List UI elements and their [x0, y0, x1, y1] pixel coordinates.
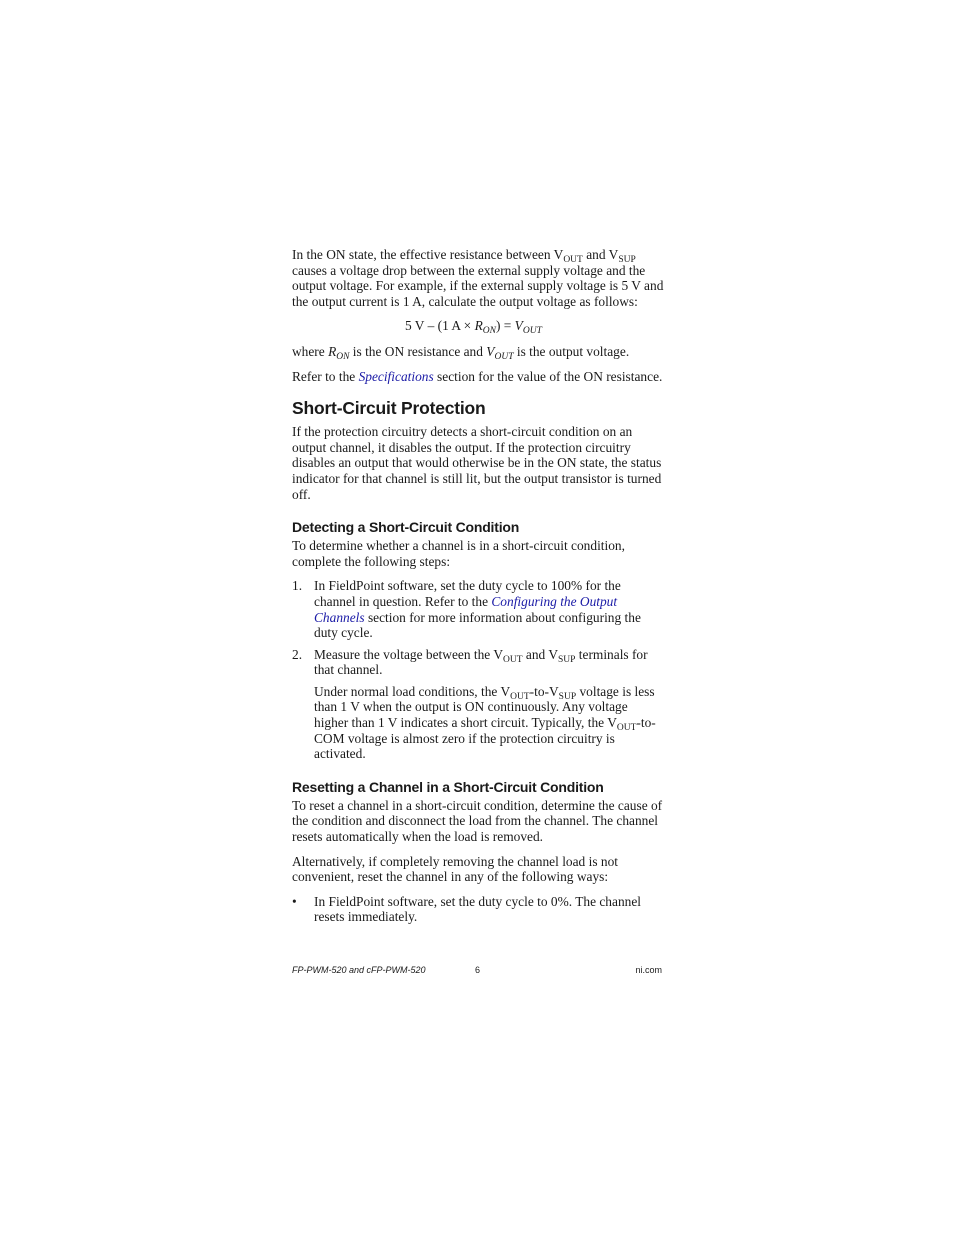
text: In FieldPoint software, set the duty cycle to 100% for the channel in question. Refer to the [314, 578, 621, 609]
sub-on: ON [336, 351, 350, 362]
subscript: OUT [510, 691, 530, 702]
subscript: OUT [616, 723, 637, 734]
resetting-paragraph-2: Alternatively, if completely removing the channel load is not convenient, reset the channel in any of the following ways: [292, 853, 618, 885]
equation-sub-out: OUT [522, 326, 542, 337]
subscript: SUP [618, 255, 636, 265]
resetting-paragraph-1: To reset a channel in a short-circuit condition, determine the cause of the condition and disconnect the load from the channel. The channel resets automatically when the load is removed. [292, 797, 663, 845]
text: and V [522, 646, 559, 662]
var-v: V [486, 343, 495, 359]
subscript: OUT [563, 255, 583, 265]
subscript: SUP [558, 654, 576, 665]
short-circuit-paragraph: If the protection circuitry detects a short-circuit condition on an output channel, it disables the output. If the protection circuitry disables an output that would otherwise be in the ON state, the status indicator for that channel is still lit, but the output transistor is turned off. [292, 424, 662, 502]
text: section for the value of the ON resistance. [433, 368, 663, 384]
footer-page-number: 6 [475, 965, 481, 975]
bullet-item-text: In FieldPoint software, set the duty cycle to 0%. The channel resets immediately. [314, 893, 641, 925]
equation-text: 5 V – (1 A × [405, 318, 475, 334]
equation-text: ) = [495, 318, 515, 334]
text: -to-V [529, 683, 559, 699]
section-heading-short-circuit: Short-Circuit Protection [292, 398, 486, 419]
text: is the output voltage. [513, 343, 630, 359]
subscript: OUT [503, 654, 523, 665]
where-paragraph [292, 344, 664, 360]
text: is the ON resistance and [349, 343, 487, 359]
text: and V [582, 247, 619, 262]
var-r: R [328, 343, 337, 359]
subsection-heading-resetting: Resetting a Channel in a Short-Circuit Condition [292, 778, 604, 795]
equation-var-r: R [474, 318, 483, 334]
list-number: 2. [292, 646, 303, 662]
text: where [292, 343, 329, 359]
text: Refer to the [292, 368, 359, 384]
list-number: 1. [292, 578, 303, 594]
text: section for more information about configuring the duty cycle. [314, 609, 641, 641]
text: Under normal load conditions, the V [314, 683, 511, 699]
list-item-step-2 [292, 647, 664, 678]
bullet-marker: • [292, 893, 297, 909]
equation [292, 318, 664, 337]
subsection-heading-detecting: Detecting a Short-Circuit Condition [292, 519, 520, 536]
equation-var-v: V [514, 318, 523, 334]
step-2-note [314, 684, 664, 762]
subscript: SUP [558, 691, 577, 702]
text: voltage is less than 1 V when the output is ON continuously. Any voltage higher than 1 V indicates a short circuit. Typically, the V [314, 683, 655, 731]
specifications-link[interactable]: Specifications [358, 368, 434, 384]
text: Measure the voltage between the V [314, 646, 504, 662]
text: In the ON state, the effective resistance between V [292, 247, 564, 262]
configuring-output-channels-link[interactable]: Configuring the Output Channels [314, 593, 618, 625]
list-item-text [314, 647, 664, 678]
text: -to-COM voltage is almost zero if the protection circuitry is activated. [314, 715, 656, 762]
list-item-step-1 [292, 578, 664, 640]
equation-sub-on: ON [482, 326, 496, 337]
text: causes a voltage drop between the external supply voltage and the output voltage. For example, if the external supply voltage is 5 V and the output current is 1 A, calculate the output voltage as follows: [292, 262, 664, 309]
footer-website: ni.com [635, 965, 662, 975]
list-item-text [314, 578, 664, 640]
sub-out: OUT [494, 351, 514, 362]
bullet-item [292, 894, 664, 925]
footer-product-name: FP-PWM-520 and cFP-PWM-520 [292, 965, 426, 975]
text: terminals for that channel. [314, 646, 648, 678]
document-body [292, 247, 664, 931]
detecting-intro: To determine whether a channel is in a short-circuit condition, complete the following steps: [292, 538, 625, 569]
intro-paragraph [292, 247, 664, 309]
refer-paragraph [292, 369, 664, 385]
